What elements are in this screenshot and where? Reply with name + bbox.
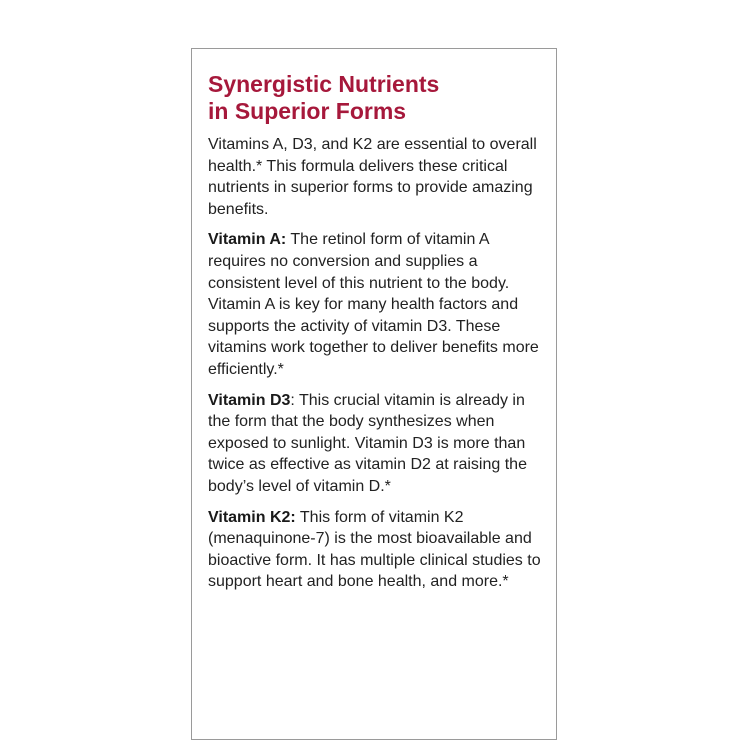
vitamin-d3-text: : This crucial vitamin is already in the form that the body synthesizes when exposed to sunlight. Vitamin D3 is more than twice as effective as vitamin D2 at raising the body’s level of vitamin D.* — [208, 391, 527, 495]
info-panel — [191, 48, 557, 740]
panel-title — [208, 71, 544, 125]
vitamin-a-paragraph — [208, 229, 544, 380]
title-line-2: in Superior Forms — [208, 98, 407, 124]
vitamin-a-text: The retinol form of vitamin A requires no conversion and supplies a consistent level of this nutrient to the body. Vitamin A is key for many health factors and supports the activity of vitamin D3. These vitamins work together to deliver benefits more efficiently.* — [208, 231, 539, 378]
vitamin-d3-heading: Vitamin D3 — [208, 391, 291, 409]
vitamin-k2-paragraph — [208, 507, 544, 593]
vitamin-a-heading: Vitamin A: — [208, 231, 287, 249]
intro-paragraph: Vitamins A, D3, and K2 are essential to overall health.* This formula delivers these critical nutrients in superior forms to provide amazing benefits. — [208, 136, 537, 218]
vitamin-k2-text: This form of vitamin K2 (menaquinone-7) is the most bioavailable and bioactive form. It has multiple clinical studies to support heart and bone health, and more.* — [208, 508, 541, 591]
vitamin-d3-paragraph — [208, 390, 544, 498]
title-line-1: Synergistic Nutrients — [208, 71, 440, 97]
vitamin-k2-heading: Vitamin K2: — [208, 508, 296, 526]
